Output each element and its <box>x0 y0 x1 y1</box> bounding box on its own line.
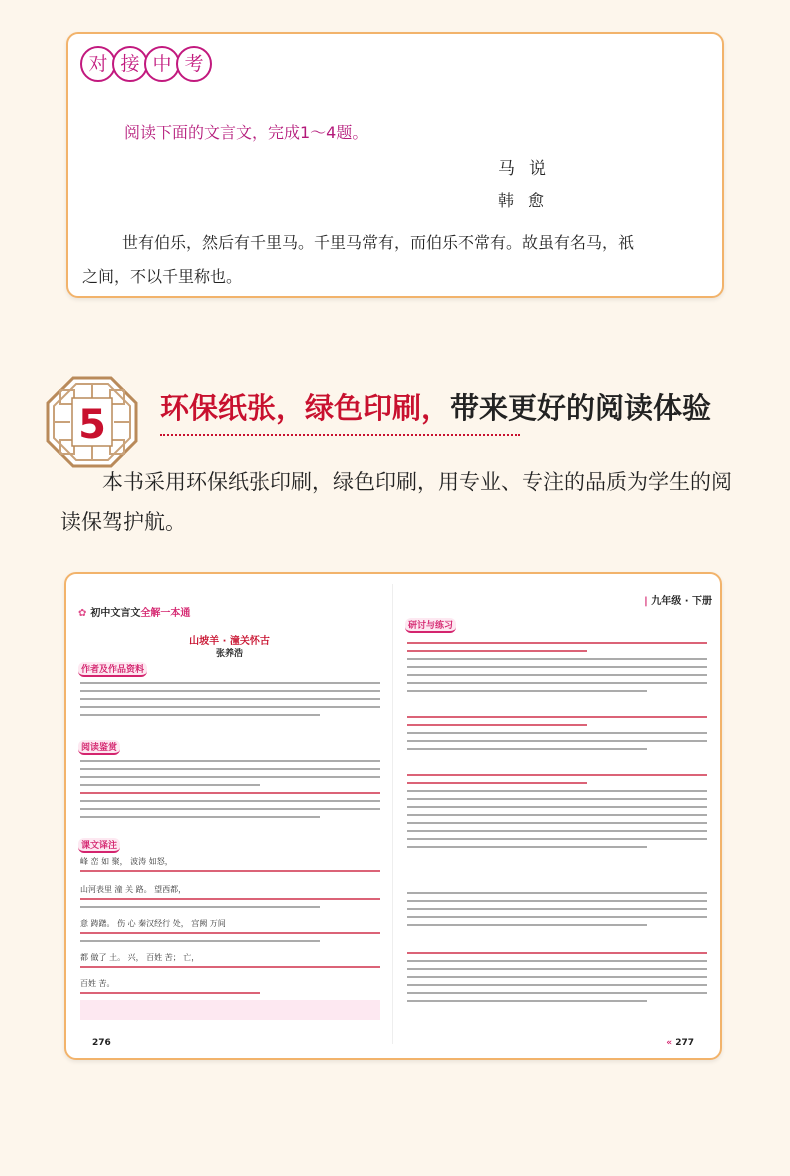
badge-char-2: 接 <box>112 46 148 82</box>
practice-q3-cont <box>407 886 707 932</box>
practice-q4 <box>407 946 707 1008</box>
right-page-number-value: 277 <box>675 1038 694 1048</box>
practice-q1 <box>407 636 707 698</box>
translation-line-2: 山河表里 潼 关 路。 望西都， <box>80 885 187 894</box>
classical-text-paragraph <box>82 226 724 294</box>
right-page-number <box>666 1038 694 1048</box>
section-intro-text: 本书采用环保纸张印刷，绿色印刷，用专业、专注的品质为学生的阅读保驾护航。 <box>60 470 732 534</box>
page-arrow-icon: « <box>666 1038 676 1048</box>
book-series-subtitle: 全解一本通 <box>140 608 191 619</box>
right-running-head <box>644 592 712 607</box>
book-poem-author: 张养浩 <box>215 649 243 659</box>
label-author-work: 作者及作品资料 <box>78 662 147 677</box>
author-bio-text <box>80 676 380 722</box>
right-page <box>393 574 720 1058</box>
grade-label: 九年级 · 下册 <box>651 596 712 607</box>
paragraph-line-1: 世有伯乐，然后有千里马。千里马常有，而伯乐不常有。故虽有名马，祇 <box>122 233 635 252</box>
reading-appreciation-text <box>80 754 380 824</box>
poem-title: 马说 <box>498 159 560 179</box>
book-series-title: 初中文言文 <box>90 608 141 619</box>
practice-q2 <box>407 710 707 756</box>
reading-excerpt-card <box>66 32 724 298</box>
bar-icon: | <box>644 596 652 607</box>
section-number: 5 <box>78 402 106 448</box>
badge-char-4: 考 <box>176 46 212 82</box>
badge-char-3: 中 <box>144 46 180 82</box>
label-reading: 阅读鉴赏 <box>78 740 120 755</box>
badge-char-1: 对 <box>80 46 116 82</box>
translation-gloss-1 <box>80 864 380 878</box>
left-page <box>66 574 393 1058</box>
section-title-red: 环保纸张，绿色印刷， <box>160 391 451 425</box>
translation-gloss-3 <box>80 926 380 948</box>
question-instruction: 阅读下面的文言文，完成1～4题。 <box>124 123 369 142</box>
translation-gloss-5 <box>80 986 380 1000</box>
flower-icon: ✿ <box>78 608 87 619</box>
poem-author: 韩愈 <box>498 191 559 210</box>
translation-line-4: 都 做了 土。 兴， 百姓 苦； 亡， <box>80 953 200 962</box>
exam-badge <box>80 46 208 82</box>
section-title-black: 带来更好的阅读体验 <box>450 391 712 425</box>
translation-line-3: 意 踌躇。 伤 心 秦汉经行 处， 宫阙 万间 <box>80 919 226 928</box>
left-page-number: 276 <box>92 1038 111 1048</box>
practice-q3 <box>407 768 707 854</box>
translation-gloss-2 <box>80 892 380 914</box>
section-title <box>160 386 711 427</box>
label-practice: 研讨与练习 <box>405 618 456 633</box>
book-poem-title: 山坡羊 · 潼关怀古 <box>189 636 270 647</box>
dotted-divider <box>160 434 520 436</box>
label-translation: 课文译注 <box>78 838 120 853</box>
book-spread-card <box>64 572 722 1060</box>
lattice-window-icon <box>46 376 138 468</box>
paragraph-line-2: 之间，不以千里称也。 <box>82 267 243 286</box>
translation-line-1: 峰 峦 如 聚， 波涛 如怒， <box>80 857 173 866</box>
left-running-head <box>78 604 190 619</box>
translation-gloss-4 <box>80 960 380 974</box>
feature-section-header <box>46 376 756 456</box>
analysis-note-box <box>80 1000 380 1020</box>
translation-line-5: 百姓 苦。 <box>80 979 115 988</box>
